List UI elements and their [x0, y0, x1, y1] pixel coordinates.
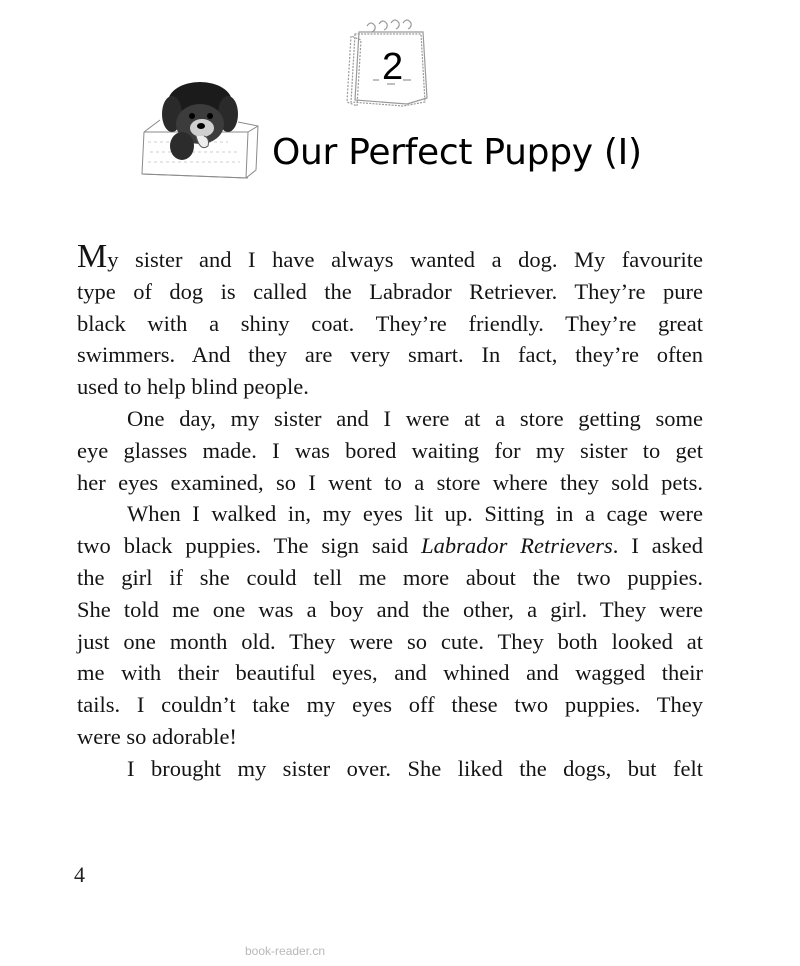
text-line: eye glasses made. I was bored waiting for my sister to get [77, 437, 703, 463]
italic-sign-text: Labrador Retrievers [421, 533, 613, 559]
text-line: I brought my sister over. She liked the dogs, but felt [127, 755, 703, 781]
text-line: type of dog is called the Labrador Retriever. They’re pure [77, 278, 703, 304]
text-line: One day, my sister and I were at a store getting some [127, 405, 703, 431]
text-line: black with a shiny coat. They’re friendly. They’re great [77, 310, 703, 336]
text-line: used to help blind people. [77, 374, 309, 400]
text-line: When I walked in, my eyes lit up. Sitting in a cage were [127, 501, 703, 527]
watermark: book-reader.cn [245, 944, 326, 958]
puppy-in-box-illustration [138, 70, 262, 180]
chapter-number: 2 [382, 46, 404, 88]
chapter-title: Our Perfect Puppy (I) [272, 132, 642, 173]
text-line: My sister and I have always wanted a dog. My favourite [77, 238, 703, 275]
drop-cap: M [77, 238, 108, 275]
text-line: just one month old. They were so cute. They both looked at [77, 628, 703, 654]
text-line: swimmers. And they are very smart. In fact, they’re often [77, 342, 703, 368]
text-line: the girl if she could tell me more about the two puppies. [77, 564, 703, 590]
page-number: 4 [74, 862, 85, 887]
text-line: two black puppies. The sign said Labrador Retrievers. I asked [77, 533, 703, 559]
text-line: her eyes examined, so I went to a store where they sold pets. [77, 469, 703, 495]
text-line: me with their beautiful eyes, and whined and wagged their [77, 660, 703, 686]
text-line: tails. I couldn’t take my eyes off these two puppies. They [77, 692, 703, 718]
text-line: were so adorable! [77, 723, 237, 749]
story-text [77, 238, 703, 785]
text-line: She told me one was a boy and the other, a girl. They were [77, 596, 703, 622]
